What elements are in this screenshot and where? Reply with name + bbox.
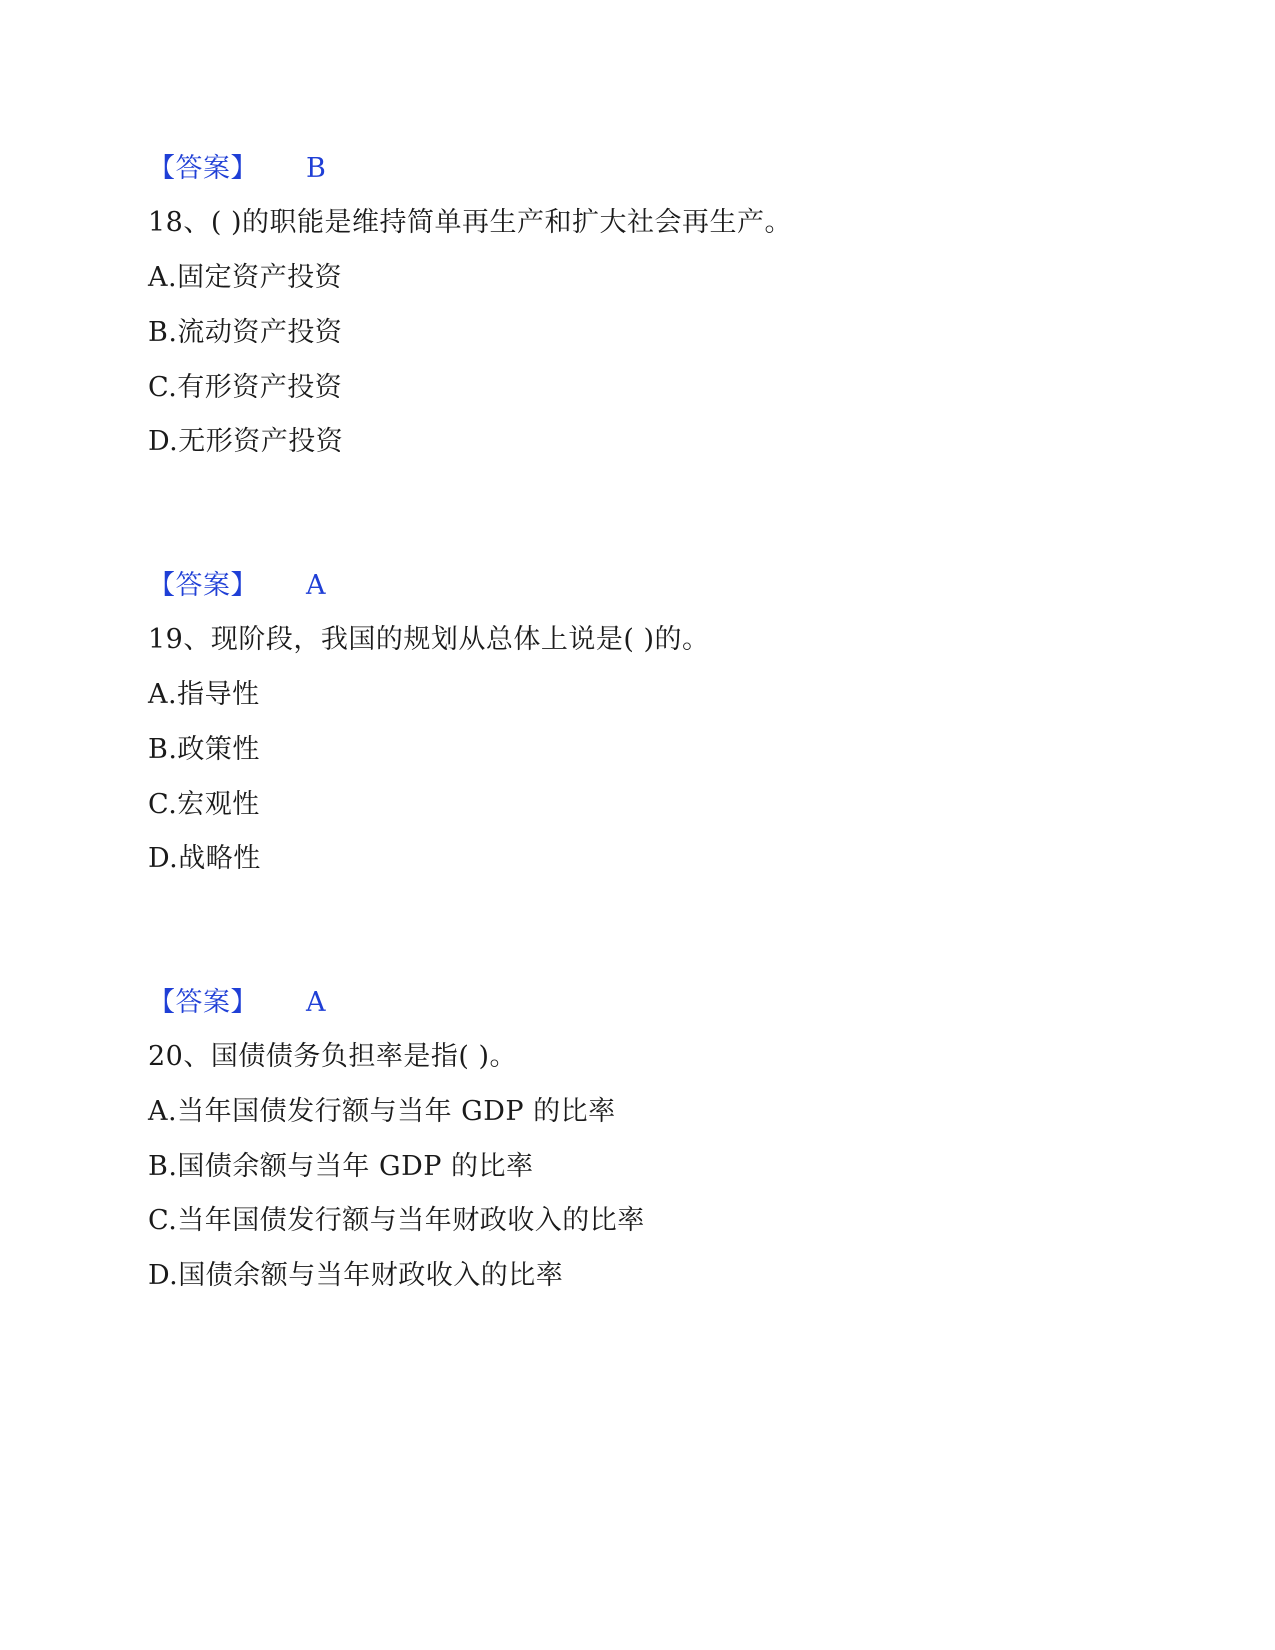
answer-line-q17: [148, 152, 326, 186]
answer-line-q19: [148, 986, 326, 1020]
question-18-option-d: D.无形资产投资: [148, 426, 344, 457]
answer-label: 【答案】: [148, 153, 258, 184]
question-19-option-c: C.宏观性: [148, 789, 260, 820]
answer-label: 【答案】: [148, 987, 258, 1018]
question-19-option-d: D.战略性: [148, 843, 261, 874]
question-20-option-a: A.当年国债发行额与当年 GDP 的比率: [148, 1096, 616, 1127]
question-19-option-a: A.指导性: [148, 679, 260, 710]
question-19-text: 19、现阶段，我国的规划从总体上说是( )的。: [148, 624, 710, 655]
answer-value: A: [306, 570, 326, 601]
question-20-text: 20、国债债务负担率是指( )。: [148, 1041, 518, 1072]
question-20-option-d: D.国债余额与当年财政收入的比率: [148, 1260, 564, 1291]
question-18-text: 18、( )的职能是维持简单再生产和扩大社会再生产。: [148, 207, 793, 238]
answer-label: 【答案】: [148, 570, 258, 601]
question-18-option-b: B.流动资产投资: [148, 317, 343, 348]
question-19-option-b: B.政策性: [148, 734, 260, 765]
question-20-option-b: B.国债余额与当年 GDP 的比率: [148, 1151, 534, 1182]
answer-line-q18: [148, 569, 326, 603]
answer-value: A: [306, 987, 326, 1018]
question-18-option-c: C.有形资产投资: [148, 372, 343, 403]
answer-value: B: [306, 153, 327, 184]
question-18-option-a: A.固定资产投资: [148, 262, 343, 293]
question-20-option-c: C.当年国债发行额与当年财政收入的比率: [148, 1205, 645, 1236]
